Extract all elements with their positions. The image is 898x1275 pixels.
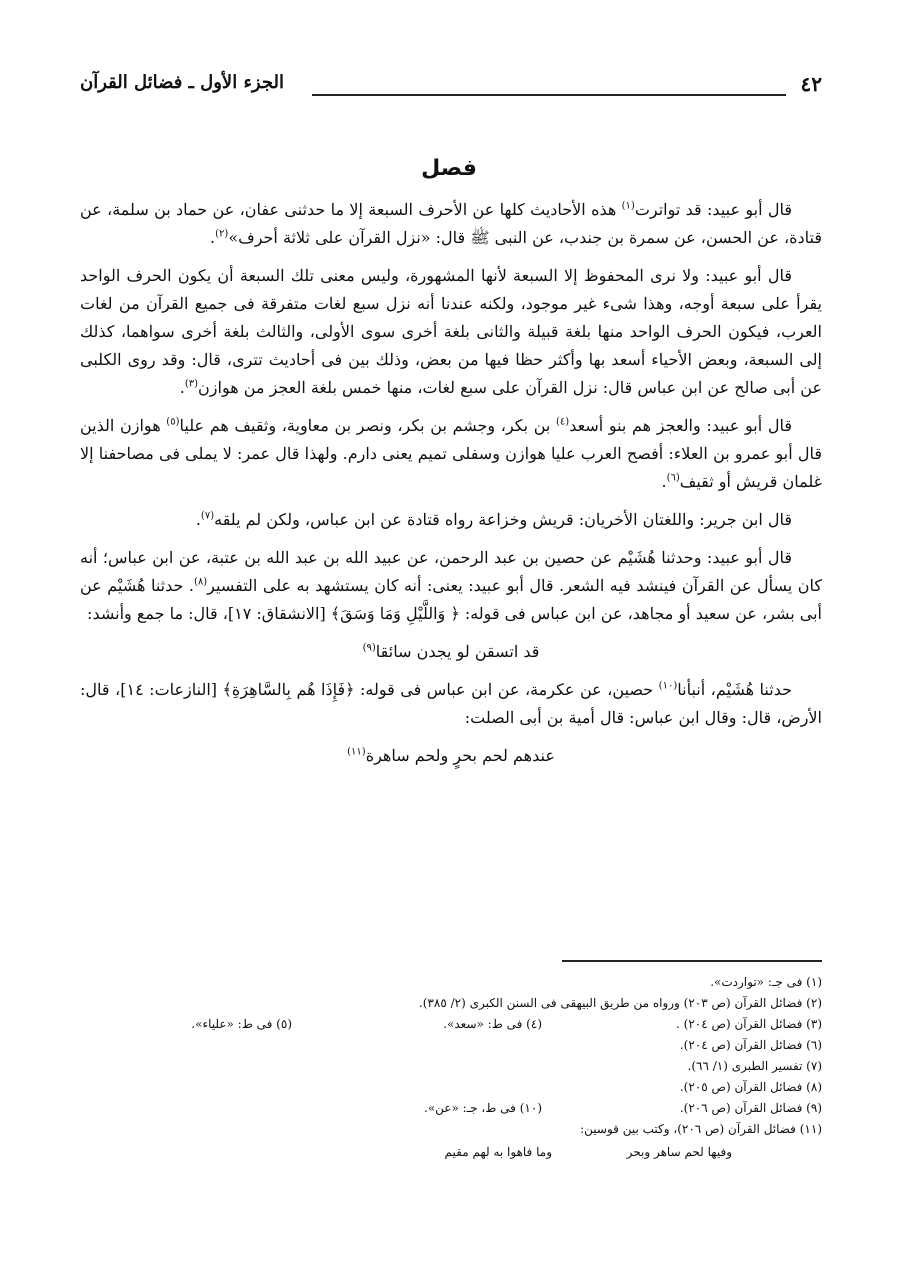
footnotes xyxy=(80,960,822,1163)
footnote-ref: (١٠) xyxy=(658,680,678,692)
footnote-ref: (٧) xyxy=(200,510,215,522)
poem-hemistich: وما فاهوا به لهم مقيم xyxy=(444,1145,552,1159)
footnote: (٩) فضائل القرآن (ص ٢٠٦). xyxy=(679,1101,822,1115)
header-rule xyxy=(312,94,786,96)
footnote: (١١) فضائل القرآن (ص ٢٠٦)، وكتب بين قوسين: xyxy=(580,1122,822,1136)
body-text xyxy=(80,196,822,780)
footnote: (٦) فضائل القرآن (ص ٢٠٤). xyxy=(679,1038,822,1052)
footnote: (٣) فضائل القرآن (ص ٢٠٤) . xyxy=(676,1017,822,1031)
footnote-row xyxy=(80,1098,822,1119)
footnote-ref: (٨) xyxy=(193,576,208,588)
footnote-ref: (٣) xyxy=(184,378,199,390)
footnote: (٤) فى ط: «سعد». xyxy=(443,1017,542,1031)
paragraph: قال أبو عبيد: قد تواترت$^{(١)}$ هذه الأحاديث كلها عن الأحرف السبعة إلا ما حدثنى عفان، عن حماد بن سلمة، عن قتادة، عن الحسن، عن سمرة بن جندب، عن النبى ﷺ قال: «نزل القرآن على ثلاثة أحرف»$^{(٢)}$. xyxy=(80,200,822,247)
footnote-rule xyxy=(562,960,822,962)
verse: قد اتسقن لو يجدن سائقا$^{(٩)}$ xyxy=(362,642,540,661)
footnote: (٥) فى ط: «علياء». xyxy=(191,1017,292,1031)
footnote-ref: (٦) xyxy=(666,472,680,484)
footnote: (٧) تفسير الطبرى (١/ ٦٦). xyxy=(687,1059,822,1073)
page-number: ٤٢ xyxy=(800,72,822,96)
footnote-ref: (٥) xyxy=(166,416,180,428)
paragraph: قال ابن جرير: واللغتان الأخريان: قريش وخزاعة رواه قتادة عن ابن عباس، ولكن لم يلقه$^{(٧)}$. xyxy=(195,510,792,529)
footnote-ref: (١١) xyxy=(347,746,366,758)
poem-hemistich: وفيها لحم ساهر وبحر xyxy=(626,1145,732,1159)
paragraph: قال أبو عبيد: ولا نرى المحفوظ إلا السبعة لأنها المشهورة، وليس معنى تلك السبعة أن يكون الحرف الواحد يقرأ على سبعة أوجه، وهذا شىء غير موجود، ولكنه عندنا أنه نزل سبع لغات متفرقة فى جميع القرآن من لغات العرب، فيكون الحرف الواحد منها بلغة قبيلة والثانى بلغة أخرى سوى الأولى، والثالث بلغة أخرى سواهما، كذلك إلى السبعة، وبعض الأحياء أسعد بها وأكثر حظا فيها من بعض، وذلك بين فى أحاديث تترى، قال: وقد روى الكلبى عن أبى صالح عن ابن عباس قال: نزل القرآن على سبع لغات، منها خمس بلغة العجز من هوازن$^{(٣)}$. xyxy=(80,266,823,397)
paragraph: حدثنا هُشَيْم، أنبأنا$^{(١٠)}$ حصين، عن عكرمة، عن ابن عباس فى قوله: ﴿فَإِذَا هُم بِالسَّاهِرَةِ﴾ [النازعات: ١٤]، قال: الأرض، قال: وقال ابن عباس: قال أمية بن أبى الصلت: xyxy=(80,680,822,727)
footnote-ref: (٢) xyxy=(215,228,229,240)
running-header xyxy=(80,72,822,102)
header-title: الجزء الأول ـ فضائل القرآن xyxy=(80,72,284,93)
footnote-poem xyxy=(80,1142,822,1163)
footnote: (٨) فضائل القرآن (ص ٢٠٥). xyxy=(679,1080,822,1094)
footnote-ref: (١) xyxy=(621,200,635,212)
footnote-ref: (٩) xyxy=(362,642,376,654)
footnote-ref: (٤) xyxy=(556,416,570,428)
footnote-row xyxy=(80,1014,822,1035)
footnote: (١٠) فى ط، جـ: «عن». xyxy=(424,1101,542,1115)
section-title: فصل xyxy=(421,156,477,181)
paragraph: قال أبو عبيد: وحدثنا هُشَيْم عن حصين بن عبد الرحمن، عن عبيد الله بن عبد الله بن عتبة، عن ابن عباس؛ أنه كان يسأل عن القرآن فينشد فيه الشعر. قال أبو عبيد: يعنى: أنه كان يستشهد به على التفسير$^{(٨)}$. حدثنا هُشَيْم عن أبى بشر، عن سعيد أو مجاهد، عن ابن عباس فى قوله: ﴿ وَاللَّيْلِ وَمَا وَسَقَ﴾ [الانشقاق: ١٧]، قال: ما جمع وأنشد: xyxy=(80,548,823,623)
footnote: (٢) فضائل القرآن (ص ٢٠٣) ورواه من طريق البيهقى فى السنن الكبرى (٢/ ٣٨٥). xyxy=(418,996,822,1010)
footnote: (١) فى جـ: «تواردت». xyxy=(710,975,822,989)
verse: عندهم لحم بحرٍ ولحم ساهرة$^{(١١)}$ xyxy=(347,746,555,765)
paragraph: قال أبو عبيد: والعجز هم بنو أسعد$^{(٤)}$ بن بكر، وجشم بن بكر، ونصر بن معاوية، وثقيف هم عليا$^{(٥)}$ هوازن الذين قال أبو عمرو بن العلاء: أفصح العرب عليا هوازن وسفلى تميم يعنى دارم. ولهذا قال عمر: لا يملى فى مصاحفنا إلا غلمان قريش أو ثقيف$^{(٦)}$. xyxy=(80,416,822,491)
